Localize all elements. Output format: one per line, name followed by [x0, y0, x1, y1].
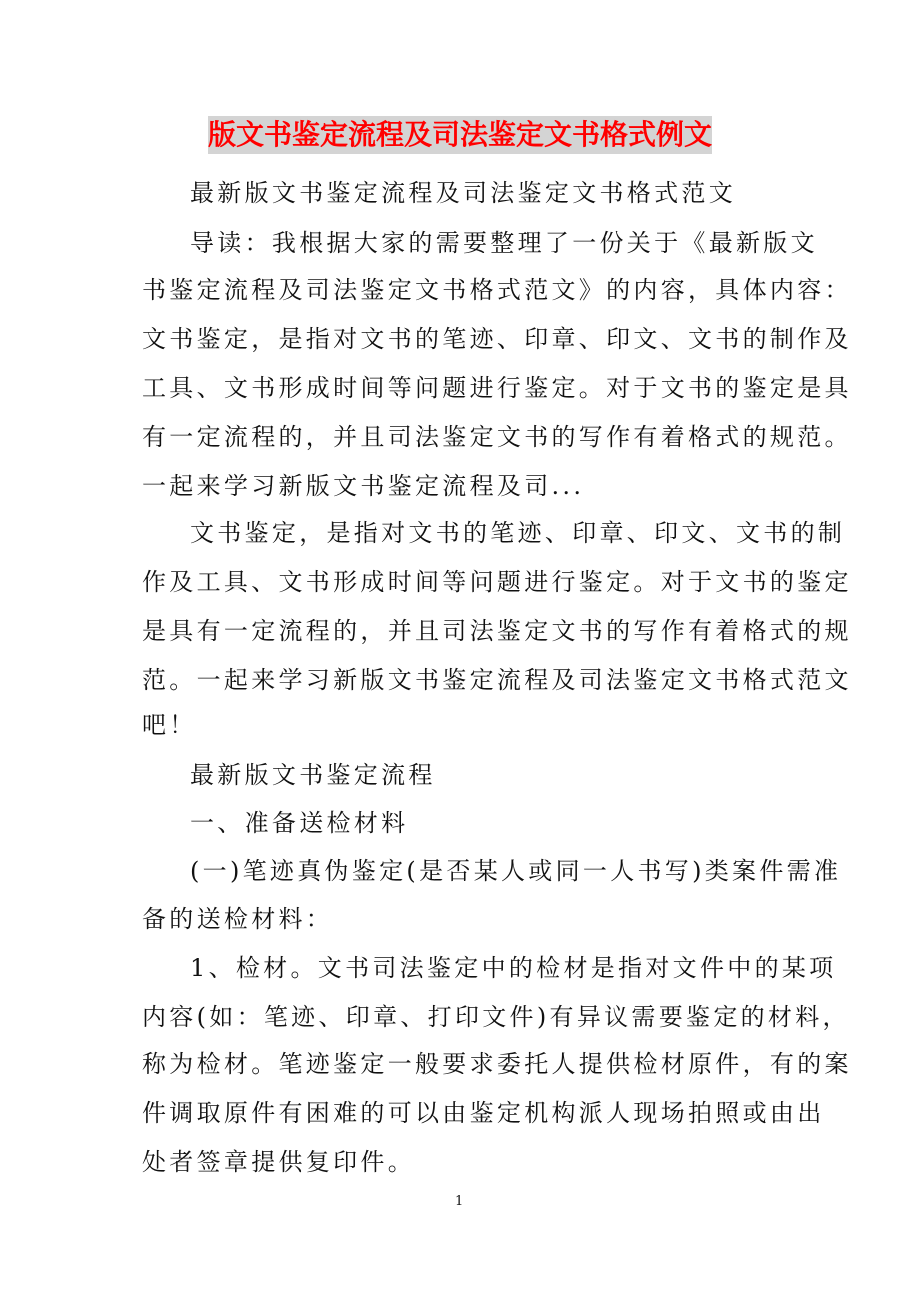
page-number: 1: [455, 1194, 464, 1209]
document-title: 版文书鉴定流程及司法鉴定文书格式例文: [208, 116, 712, 154]
text-line: 作及工具、文书形成时间等问题进行鉴定。对于文书的鉴定: [142, 568, 852, 596]
text-line: 导读：我根据大家的需要整理了一份关于《最新版文: [190, 229, 818, 257]
text-line: 备的送检材料：: [142, 905, 334, 933]
text-line: 一、准备送检材料: [190, 809, 409, 837]
text-line: 吧！: [142, 711, 197, 739]
text-line: 称为检材。笔迹鉴定一般要求委托人提供检材原件，有的案: [142, 1050, 852, 1078]
text-line: 1、检材。文书司法鉴定中的检材是指对文件中的某项: [190, 954, 837, 982]
text-line: 范。一起来学习新版文书鉴定流程及司法鉴定文书格式范文: [142, 666, 852, 694]
text-line: 件调取原件有困难的可以由鉴定机构派人现场拍照或由出: [142, 1099, 825, 1127]
text-line: 有一定流程的，并且司法鉴定文书的写作有着格式的规范。: [142, 423, 852, 451]
text-line: 文书鉴定，是指对文书的笔迹、印章、印文、文书的制作及: [142, 325, 852, 353]
text-line: 是具有一定流程的，并且司法鉴定文书的写作有着格式的规: [142, 617, 852, 645]
text-line: 最新版文书鉴定流程: [190, 761, 436, 789]
text-line: 处者签章提供复印件。: [142, 1148, 415, 1176]
text-line: 一起来学习新版文书鉴定流程及司...: [142, 472, 585, 500]
text-line: 最新版文书鉴定流程及司法鉴定文书格式范文: [190, 179, 736, 207]
text-line: 工具、文书形成时间等问题进行鉴定。对于文书的鉴定是具: [142, 374, 852, 402]
text-line: (一)笔迹真伪鉴定(是否某人或同一人书写)类案件需准: [190, 857, 842, 885]
text-line: 书鉴定流程及司法鉴定文书格式范文》的内容，具体内容：: [142, 276, 852, 304]
text-line: 内容(如：笔迹、印章、打印文件)有异议需要鉴定的材料，: [142, 1003, 850, 1031]
text-line: 文书鉴定，是指对文书的笔迹、印章、印文、文书的制: [190, 519, 846, 547]
